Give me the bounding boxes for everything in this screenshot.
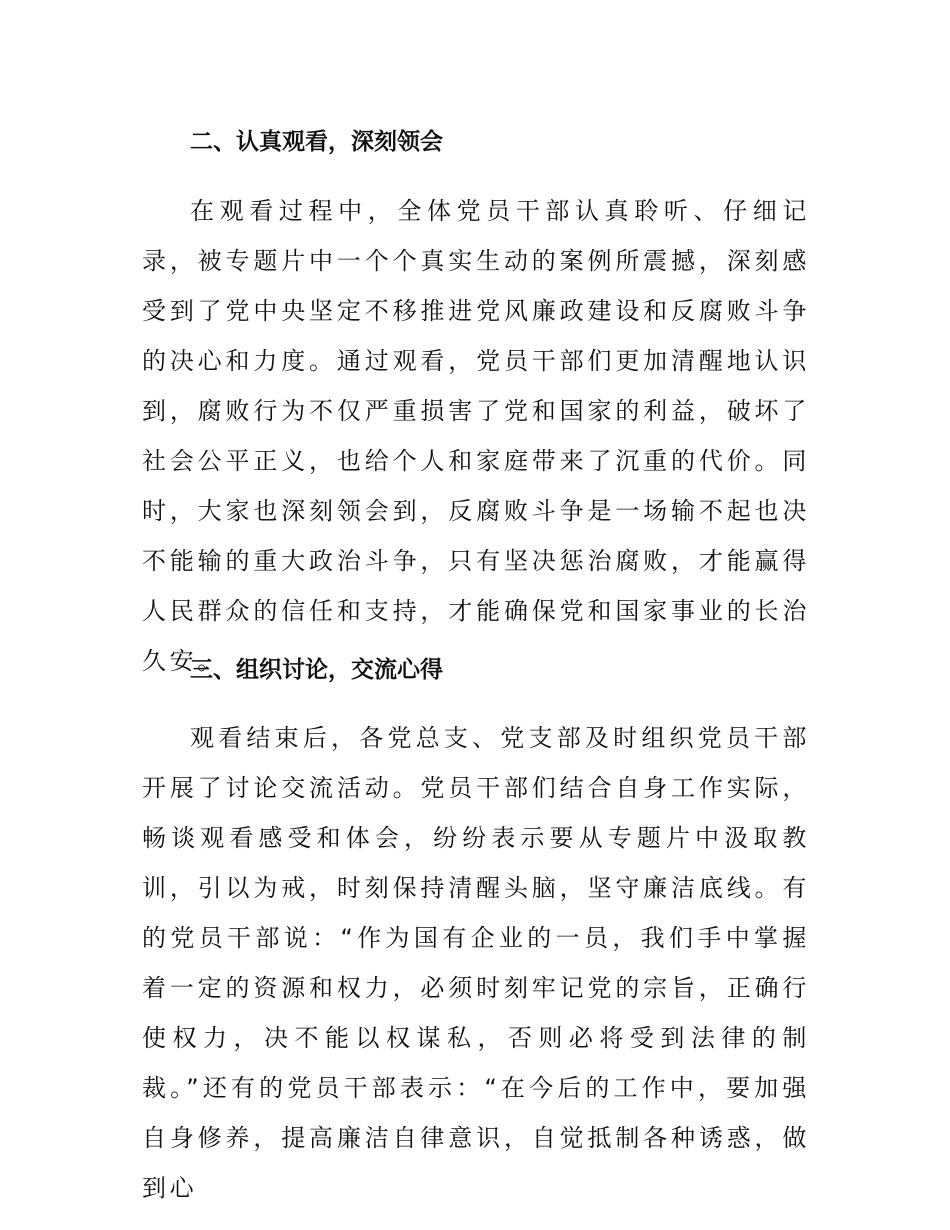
section-paragraph-2: 在观看过程中，全体党员干部认真聆听、仔细记录，被专题片中一个个真实生动的案例所震撼，深刻感受到了党中央坚定不移推进党风廉政建设和反腐败斗争的决心和力度。通过观看，党员干部们更加清醒地认识到，腐败行为不仅严重损害了党和国家的利益，破坏了社会公平正义，也给个人和家庭带来了沉重的代价。同时，大家也深刻领会到，反腐败斗争是一场输不起也决不能输的重大政治斗争，只有坚决惩治腐败，才能赢得人民群众的信任和支持，才能确保党和国家事业的长治久安。	[142, 197, 810, 675]
section-heading-3: 三、组织讨论，交流心得	[190, 657, 443, 683]
section-heading-2: 二、认真观看，深刻领会	[190, 129, 443, 155]
section-paragraph-3: 观看结束后，各党总支、党支部及时组织党员干部开展了讨论交流活动。党员干部们结合自身工作实际，畅谈观看感受和体会，纷纷表示要从专题片中汲取教训，引以为戒，时刻保持清醒头脑，坚守廉洁底线。有的党员干部说：“作为国有企业的一员，我们手中掌握着一定的资源和权力，必须时刻牢记党的宗旨，正确行使权力，决不能以权谋私，否则必将受到法律的制裁。”还有的党员干部表示：“在今后的工作中，要加强自身修养，提高廉洁自律意识，自觉抵制各种诱惑，做到心	[142, 724, 810, 1202]
